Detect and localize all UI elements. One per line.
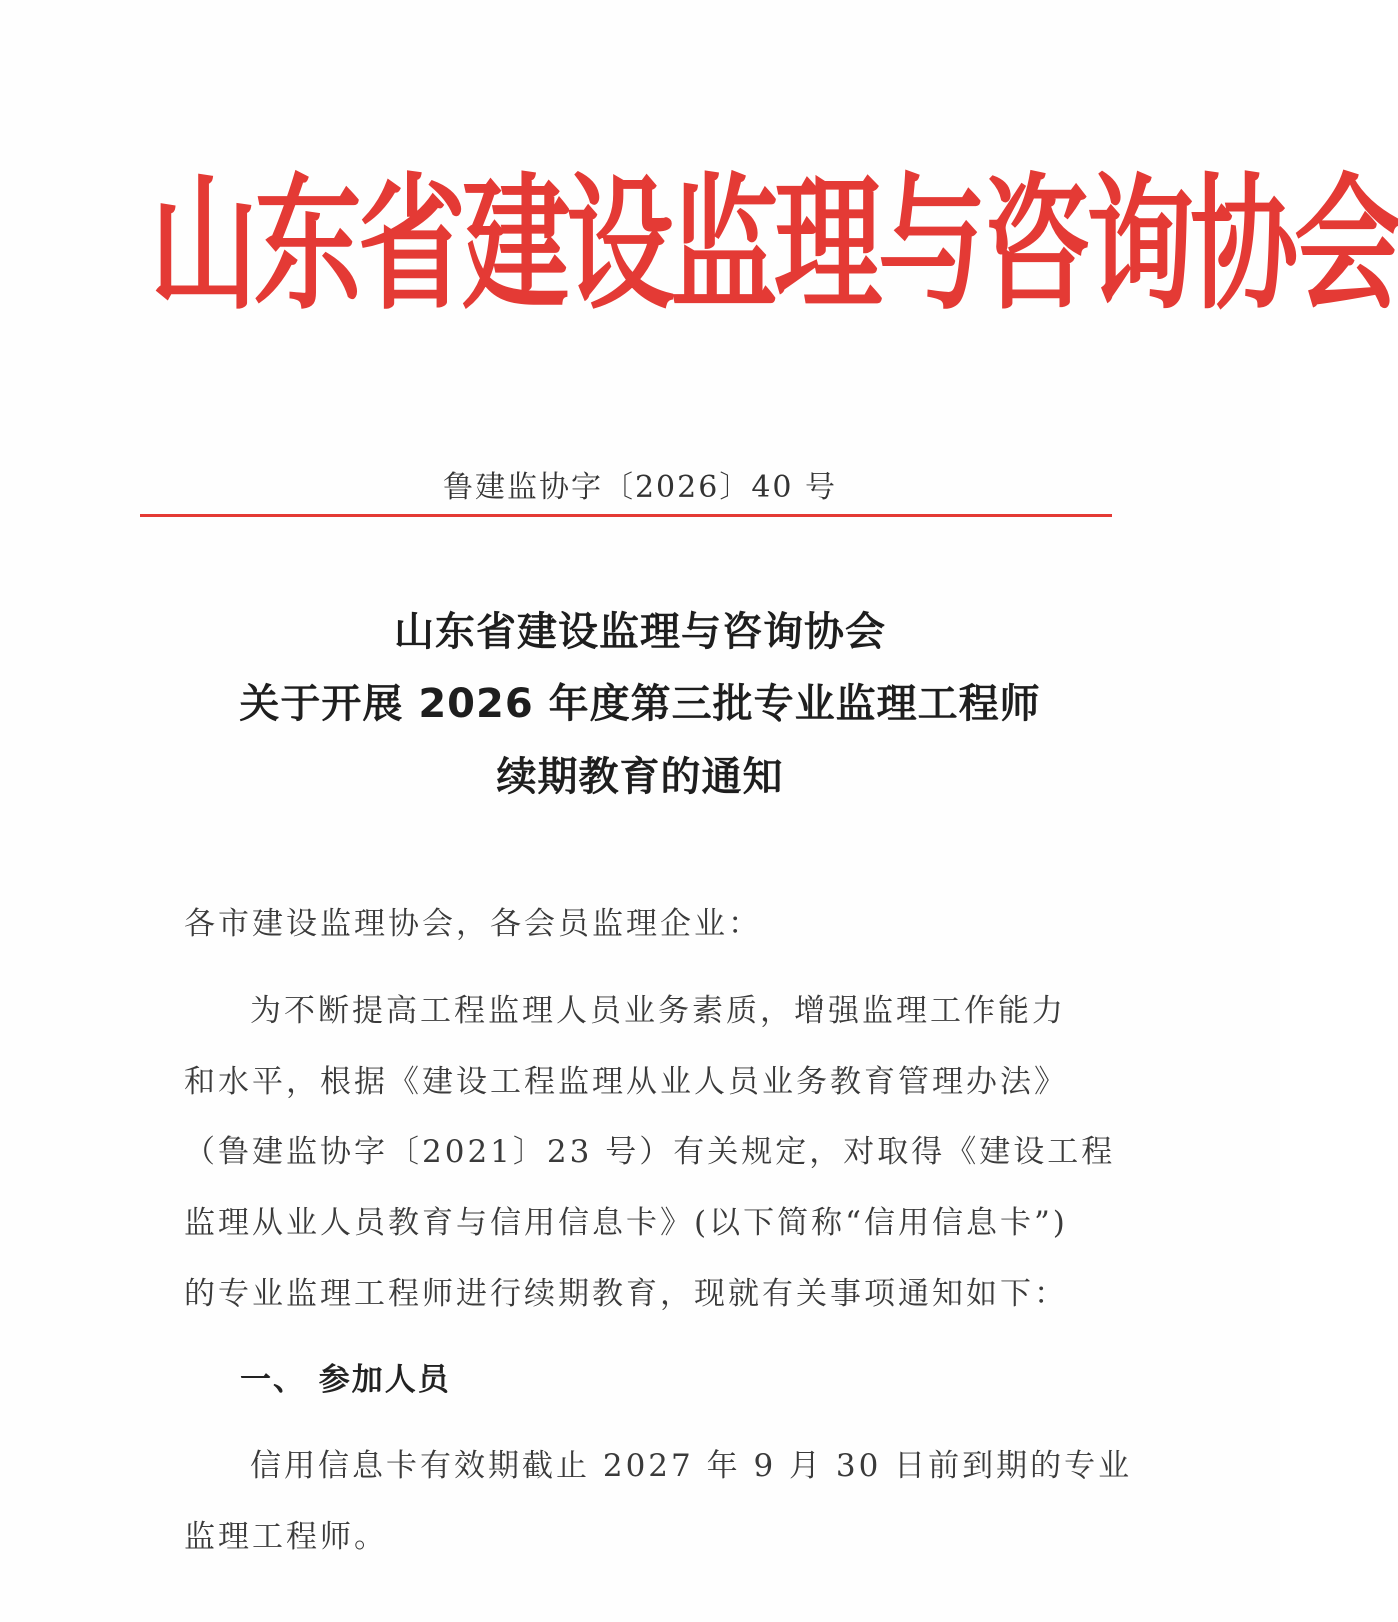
section-body-line: 信用信息卡有效期截止 2027 年 9 月 30 日前到期的专业 <box>250 1448 1133 1484</box>
salutation: 各市建设监理协会，各会员监理企业： <box>184 906 762 942</box>
section-body-line: 监理工程师。 <box>184 1519 388 1555</box>
body-line: 和水平，根据《建设工程监理从业人员业务教育管理办法》 <box>184 1064 1068 1100</box>
body-line: 为不断提高工程监理人员业务素质，增强监理工作能力 <box>250 993 1066 1029</box>
masthead-char: 监 <box>670 159 775 331</box>
masthead-char: 设 <box>566 159 671 331</box>
body-line: 的专业监理工程师进行续期教育，现就有关事项通知如下： <box>184 1276 1068 1312</box>
masthead-char: 询 <box>1086 159 1191 331</box>
section-heading-participants: 一、 参加人员 <box>240 1362 451 1398</box>
masthead-char: 理 <box>774 159 879 331</box>
masthead-char: 建 <box>462 159 567 331</box>
title-line-2: 关于开展 2026 年度第三批专业监理工程师 <box>239 681 1041 727</box>
masthead-org-name <box>150 159 1398 331</box>
masthead-char: 山 <box>150 159 255 331</box>
masthead-char: 省 <box>358 159 463 331</box>
title-line-1: 山东省建设监理与咨询协会 <box>394 609 886 655</box>
masthead-char: 咨 <box>982 159 1087 331</box>
masthead-char: 与 <box>878 159 983 331</box>
red-divider-line <box>140 514 1112 517</box>
masthead-char: 东 <box>254 159 359 331</box>
document-number: 鲁建监协字〔2026〕40 号 <box>442 470 838 505</box>
masthead-char: 协 <box>1190 159 1295 331</box>
masthead-char: 会 <box>1294 159 1398 331</box>
body-line: 监理从业人员教育与信用信息卡》(以下简称“信用信息卡”) <box>184 1205 1068 1241</box>
title-line-3: 续期教育的通知 <box>496 754 784 800</box>
body-line: （鲁建监协字〔2021〕23 号）有关规定，对取得《建设工程 <box>184 1134 1116 1170</box>
